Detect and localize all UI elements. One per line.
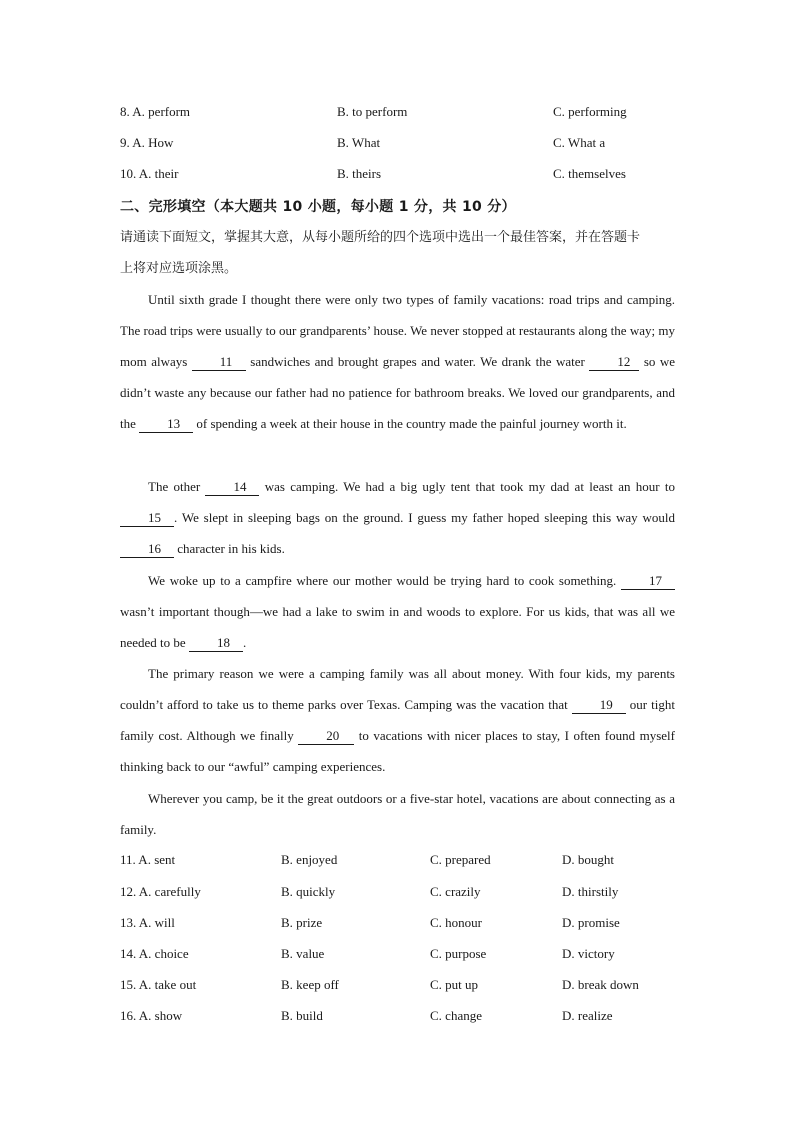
paragraph-text: The primary reason we were a camping family was all about money. With four kids, my parents couldn’t afford to take us to theme parks over Texas. Camping was the vacation that [120, 666, 675, 712]
blank-12: 12 [589, 354, 639, 371]
option-14-b: B. value [281, 946, 325, 961]
paragraph-text: so we didn’t waste any because our father had no patience for bathroom breaks. We loved our grandparents, and the [120, 354, 676, 431]
option-14-a: 14. A. choice [120, 946, 189, 961]
option-13-c: C. honour [430, 915, 482, 930]
option-14-c: C. purpose [430, 946, 487, 961]
blank-16: 16 [120, 541, 174, 558]
option-13-d: D. promise [562, 915, 620, 930]
blank-11: 11 [192, 354, 246, 371]
options-row-15 [120, 977, 680, 997]
option-16-b: B. build [281, 1008, 323, 1023]
passage-paragraph-1 [120, 284, 675, 439]
option-16-c: C. change [430, 1008, 482, 1023]
option-8-c: C. performing [553, 104, 627, 119]
paragraph-text: character in his kids. [174, 541, 285, 556]
option-10-c: C. themselves [553, 166, 626, 181]
blank-13: 13 [139, 416, 193, 433]
option-12-d: D. thirstily [562, 884, 619, 899]
passage-paragraph-4 [120, 658, 675, 782]
section-title: 二、完形填空（本大题共 10 小题，每小题 1 分，共 10 分） [120, 199, 516, 215]
option-9-c: C. What a [553, 135, 606, 150]
option-11-b: B. enjoyed [281, 852, 338, 867]
option-16-a: 16. A. show [120, 1008, 183, 1023]
options-row-14 [120, 946, 680, 966]
option-9-a: 9. A. How [120, 135, 174, 150]
option-15-b: B. keep off [281, 977, 339, 992]
options-row-12 [120, 884, 680, 904]
paragraph-text: We woke up to a campfire where our mother would be trying hard to cook something. [148, 573, 621, 588]
blank-15: 15 [120, 510, 174, 527]
section-instruction-line1: 请通读下面短文，掌握其大意，从每小题所给的四个选项中选出一个最佳答案，并在答题卡 [120, 230, 641, 245]
passage-paragraph-3 [120, 565, 675, 658]
option-12-c: C. crazily [430, 884, 481, 899]
passage-paragraph-2 [120, 471, 675, 564]
option-11-a: 11. A. sent [120, 852, 176, 867]
blank-14: 14 [205, 479, 259, 496]
options-row-8 [120, 104, 680, 124]
paragraph-text: of spending a week at their house in the country made the painful journey worth it. [193, 416, 627, 431]
option-12-b: B. quickly [281, 884, 336, 899]
option-11-d: D. bought [562, 852, 614, 867]
options-row-9 [120, 135, 680, 155]
paragraph-text: sandwiches and brought grapes and water. We drank the water [245, 354, 590, 369]
option-15-c: C. put up [430, 977, 479, 992]
blank-17: 17 [621, 573, 675, 590]
passage-paragraph-5 [120, 783, 675, 845]
options-row-11 [120, 852, 680, 872]
option-12-a: 12. A. carefully [120, 884, 201, 899]
options-row-13 [120, 915, 680, 935]
option-10-a: 10. A. their [120, 166, 179, 181]
paragraph-text: . We slept in sleeping bags on the ground. I guess my father hoped sleeping this way would [174, 510, 675, 525]
option-8-b: B. to perform [337, 104, 408, 119]
section-instruction-line2: 上将对应选项涂黑。 [120, 261, 238, 276]
paragraph-text: . [242, 635, 247, 650]
paragraph-text: to vacations with nicer places to stay, I often found myself thinking back to our “awful” camping experiences. [120, 728, 675, 774]
option-14-d: D. victory [562, 946, 615, 961]
option-13-b: B. prize [281, 915, 323, 930]
option-10-b: B. theirs [337, 166, 382, 181]
blank-20: 20 [298, 728, 354, 745]
paragraph-text: our tight family cost. Although we finally [120, 697, 675, 743]
option-15-a: 15. A. take out [120, 977, 197, 992]
options-row-10 [120, 166, 680, 186]
option-15-d: D. break down [562, 977, 639, 992]
blank-19: 19 [572, 697, 626, 714]
paragraph-text: The other [148, 479, 206, 494]
paragraph-text: wasn’t important though—we had a lake to swim in and woods to explore. For us kids, that was all we needed to be [120, 604, 675, 650]
blank-18: 18 [189, 635, 243, 652]
option-13-a: 13. A. will [120, 915, 175, 930]
paragraph-text: Until sixth grade I thought there were only two types of family vacations: road trips and camping. The road trips were usually to our grandparents’ house. We never stopped at restaurants along the way; my mom always [120, 292, 675, 369]
paragraph-text: was camping. We had a big ugly tent that took my dad at least an hour to [259, 479, 676, 494]
option-16-d: D. realize [562, 1008, 613, 1023]
option-11-c: C. prepared [430, 852, 491, 867]
option-8-a: 8. A. perform [120, 104, 191, 119]
option-9-b: B. What [337, 135, 381, 150]
paragraph-text: Wherever you camp, be it the great outdoors or a five-star hotel, vacations are about connecting as a family. [120, 791, 675, 837]
options-row-16 [120, 1008, 680, 1028]
